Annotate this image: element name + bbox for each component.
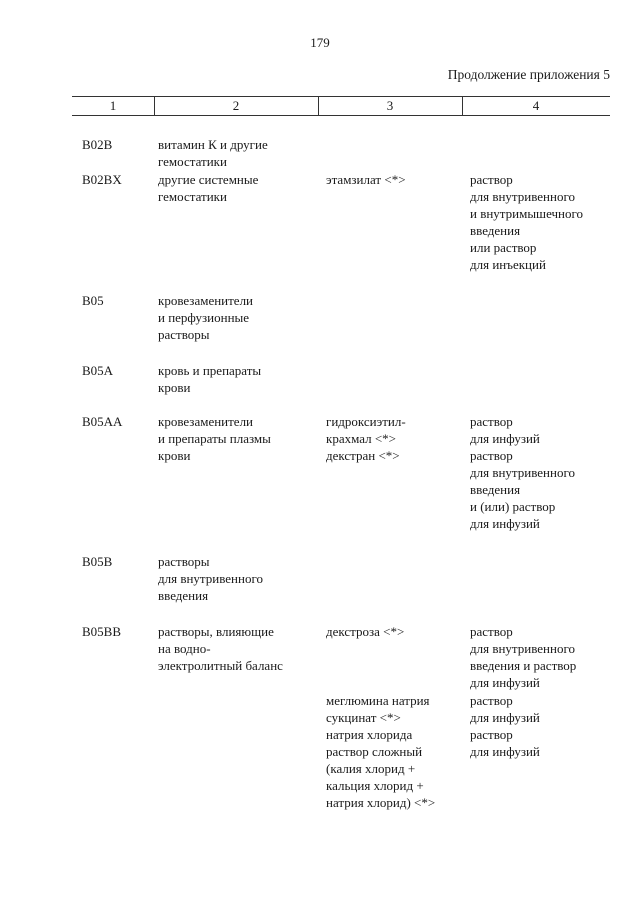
row-code: B05A	[82, 363, 114, 378]
row-code: B05AA	[82, 414, 123, 429]
column-header-2: 2	[232, 98, 240, 113]
row-drug: меглюмина натрия сукцинат <*> натрия хлорида раствор сложный (калия хлорид + кальция хлорид + натрия хлорид) <*>	[326, 693, 436, 810]
row-group: кровезаменители и перфузионные растворы	[158, 293, 254, 342]
row-group: другие системные гемостатики	[158, 172, 259, 204]
continuation-heading: Продолжение приложения 5	[447, 67, 610, 82]
row-drug: гидроксиэтил- крахмал <*> декстран <*>	[326, 414, 406, 463]
row-group: растворы, влияющие на водно- электролитный баланс	[158, 624, 283, 673]
column-header-4: 4	[532, 98, 540, 113]
column-header-1: 1	[109, 98, 117, 113]
row-form: раствор для инфузий раствор для инфузий	[470, 693, 540, 759]
row-group: растворы для внутривенного введения	[158, 554, 263, 603]
row-form: раствор для внутривенного и внутримышечного введения или раствор для инъекций	[470, 172, 584, 272]
column-header-3: 3	[386, 98, 394, 113]
row-code: B05B	[82, 554, 113, 569]
page-number: 179	[310, 35, 330, 50]
row-code: B05BB	[82, 624, 122, 639]
row-form: раствор для внутривенного введения и раствор для инфузий	[470, 624, 577, 690]
row-group: витамин К и другие гемостатики	[158, 137, 268, 169]
row-code: B02B	[82, 137, 113, 152]
row-drug: декстроза <*>	[326, 624, 405, 639]
row-drug: этамзилат <*>	[326, 172, 406, 187]
row-group: кровезаменители и препараты плазмы крови	[158, 414, 271, 463]
table-header	[72, 96, 610, 116]
row-code: B05	[82, 293, 104, 308]
row-form: раствор для инфузий раствор для внутривенного введения и (или) раствор для инфузий	[470, 414, 575, 531]
row-group: кровь и препараты крови	[158, 363, 262, 395]
row-code: B02BX	[82, 172, 122, 187]
